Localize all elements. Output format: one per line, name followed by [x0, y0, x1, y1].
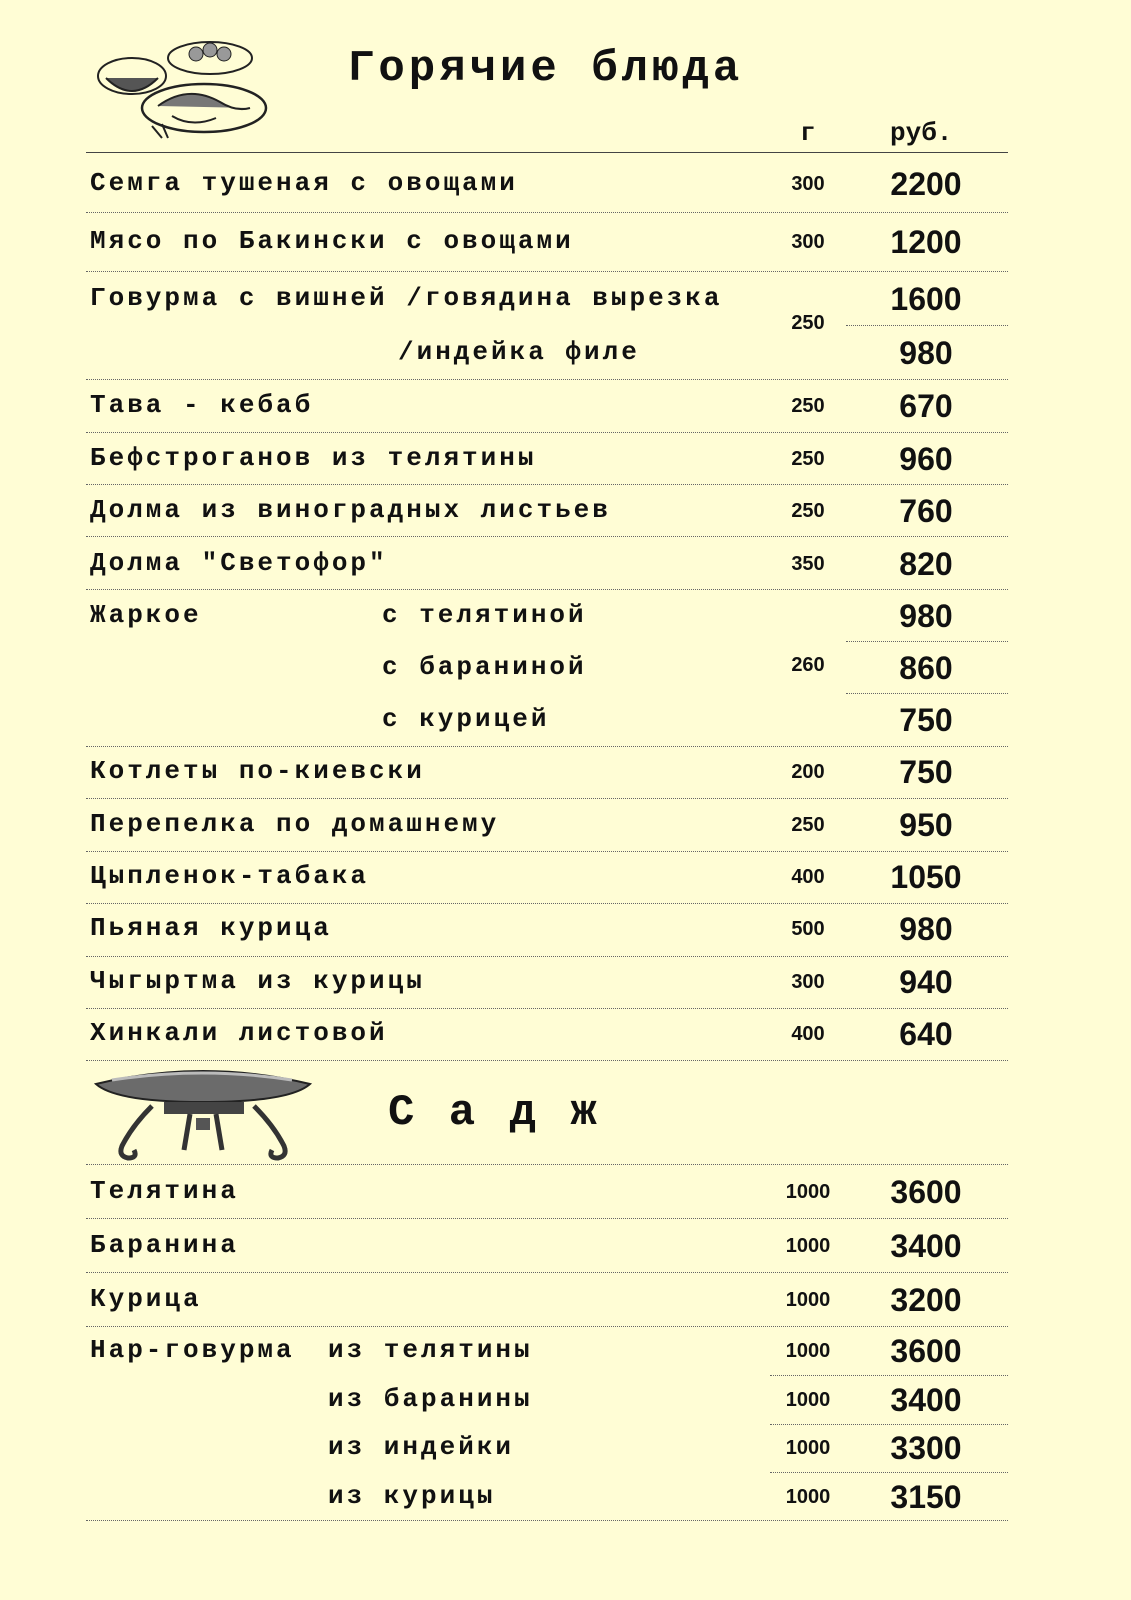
row-divider: [86, 903, 1008, 904]
menu-item-price: 960: [899, 441, 953, 477]
row-divider: [770, 1424, 1008, 1425]
sadj-pan-illustration: [92, 1066, 314, 1162]
menu-item-grams: 1000: [785, 1289, 831, 1311]
menu-item-price: 750: [899, 754, 953, 790]
row-divider: [86, 1060, 1008, 1061]
menu-item-price: 950: [899, 807, 953, 843]
hot-dishes-title: Горячие блюда: [348, 44, 744, 94]
menu-item-grams: 350: [791, 553, 825, 575]
dishes-illustration: [92, 36, 272, 140]
menu-item-name: Пьяная курица: [90, 913, 332, 943]
menu-item-grams: 1000: [785, 1340, 831, 1362]
row-divider: [86, 484, 1008, 485]
menu-item-name: из курицы: [328, 1481, 496, 1511]
menu-item-name: Нар-говурма: [90, 1335, 295, 1365]
row-divider: [86, 1218, 1008, 1219]
row-divider: [86, 1272, 1008, 1273]
menu-item-name: из баранины: [328, 1384, 533, 1414]
menu-item-price: 2200: [890, 166, 962, 202]
menu-item-grams: 1000: [785, 1486, 831, 1508]
menu-item-price: 820: [899, 546, 953, 582]
menu-item-name: Цыпленок-табака: [90, 861, 370, 891]
row-divider: [770, 1472, 1008, 1473]
row-divider: [86, 212, 1008, 213]
menu-item-price: 3200: [890, 1282, 962, 1318]
menu-item-grams: 500: [791, 918, 825, 940]
menu-item-name: Хинкали листовой: [90, 1018, 388, 1048]
menu-item-grams: 300: [791, 173, 825, 195]
menu-item-name: Перепелка по домашнему: [90, 809, 500, 839]
menu-item-grams: 1000: [785, 1181, 831, 1203]
menu-item-name: Долма "Светофор": [90, 548, 388, 578]
row-divider: [86, 589, 1008, 590]
menu-item-grams: 1000: [785, 1389, 831, 1411]
row-divider: [86, 432, 1008, 433]
row-divider: [770, 1375, 1008, 1376]
menu-item-grams: 300: [791, 231, 825, 253]
menu-item-price: 760: [899, 493, 953, 529]
menu-item-name: Говурма с вишней /говядина вырезка: [90, 283, 723, 313]
row-divider: [86, 271, 1008, 272]
menu-item-price: 980: [899, 335, 953, 371]
menu-item-name: Баранина: [90, 1230, 239, 1260]
menu-item-name: из индейки: [328, 1432, 515, 1462]
menu-item-name: Тава - кебаб: [90, 390, 314, 420]
row-divider: [846, 693, 1008, 694]
sadj-title: С а д ж: [388, 1088, 601, 1138]
menu-item-price: 980: [899, 911, 953, 947]
menu-item-name: Телятина: [90, 1176, 239, 1206]
menu-item-name: Бефстроганов из телятины: [90, 443, 537, 473]
menu-item-price: 3300: [890, 1430, 962, 1466]
row-divider: [86, 536, 1008, 537]
menu-item-price: 940: [899, 964, 953, 1000]
menu-item-price: 1600: [890, 281, 962, 317]
row-divider: [86, 1326, 1008, 1327]
menu-item-price: 750: [899, 702, 953, 738]
menu-item-grams: 400: [791, 866, 825, 888]
menu-item-grams: 250: [791, 312, 825, 334]
row-divider: [86, 379, 1008, 380]
row-divider: [86, 746, 1008, 747]
menu-item-grams: 260: [791, 654, 825, 676]
menu-item-grams: 1000: [785, 1235, 831, 1257]
menu-item-grams: 250: [791, 395, 825, 417]
menu-item-price: 3150: [890, 1479, 962, 1515]
menu-item-grams: 400: [791, 1023, 825, 1045]
menu-item-name: Чыгыртма из курицы: [90, 966, 425, 996]
menu-item-price: 3400: [890, 1228, 962, 1264]
menu-item-price: 980: [899, 598, 953, 634]
menu-item-price: 1200: [890, 224, 962, 260]
row-divider: [86, 1008, 1008, 1009]
menu-item-name: /индейка филе: [398, 337, 640, 367]
menu-item-name: Котлеты по-киевски: [90, 756, 425, 786]
menu-item-name: из телятины: [328, 1335, 533, 1365]
menu-item-grams: 300: [791, 971, 825, 993]
price-column-header: руб.: [890, 118, 953, 148]
row-divider: [86, 798, 1008, 799]
menu-item-grams: 250: [791, 448, 825, 470]
row-divider: [86, 152, 1008, 153]
row-divider: [86, 956, 1008, 957]
menu-item-name: Долма из виноградных листьев: [90, 495, 611, 525]
menu-item-name: Мясо по Бакински с овощами: [90, 226, 574, 256]
menu-item-price: 1050: [890, 859, 962, 895]
row-divider: [86, 1164, 1008, 1165]
menu-item-price: 3600: [890, 1174, 962, 1210]
menu-item-name: с бараниной: [382, 652, 587, 682]
menu-item-grams: 200: [791, 761, 825, 783]
row-divider: [846, 325, 1008, 326]
row-divider: [86, 851, 1008, 852]
menu-item-name: Жаркое: [90, 600, 202, 630]
menu-item-grams: 1000: [785, 1437, 831, 1459]
grams-column-header: г: [800, 118, 816, 148]
menu-item-price: 670: [899, 388, 953, 424]
menu-item-name: Семга тушеная с овощами: [90, 168, 518, 198]
menu-item-price: 3400: [890, 1382, 962, 1418]
menu-item-name: Курица: [90, 1284, 202, 1314]
menu-item-price: 3600: [890, 1333, 962, 1369]
menu-item-grams: 250: [791, 500, 825, 522]
menu-item-name: с телятиной: [382, 600, 587, 630]
menu-item-name: с курицей: [382, 704, 550, 734]
row-divider: [86, 1520, 1008, 1521]
menu-item-price: 640: [899, 1016, 953, 1052]
menu-item-price: 860: [899, 650, 953, 686]
row-divider: [846, 641, 1008, 642]
menu-item-grams: 250: [791, 814, 825, 836]
